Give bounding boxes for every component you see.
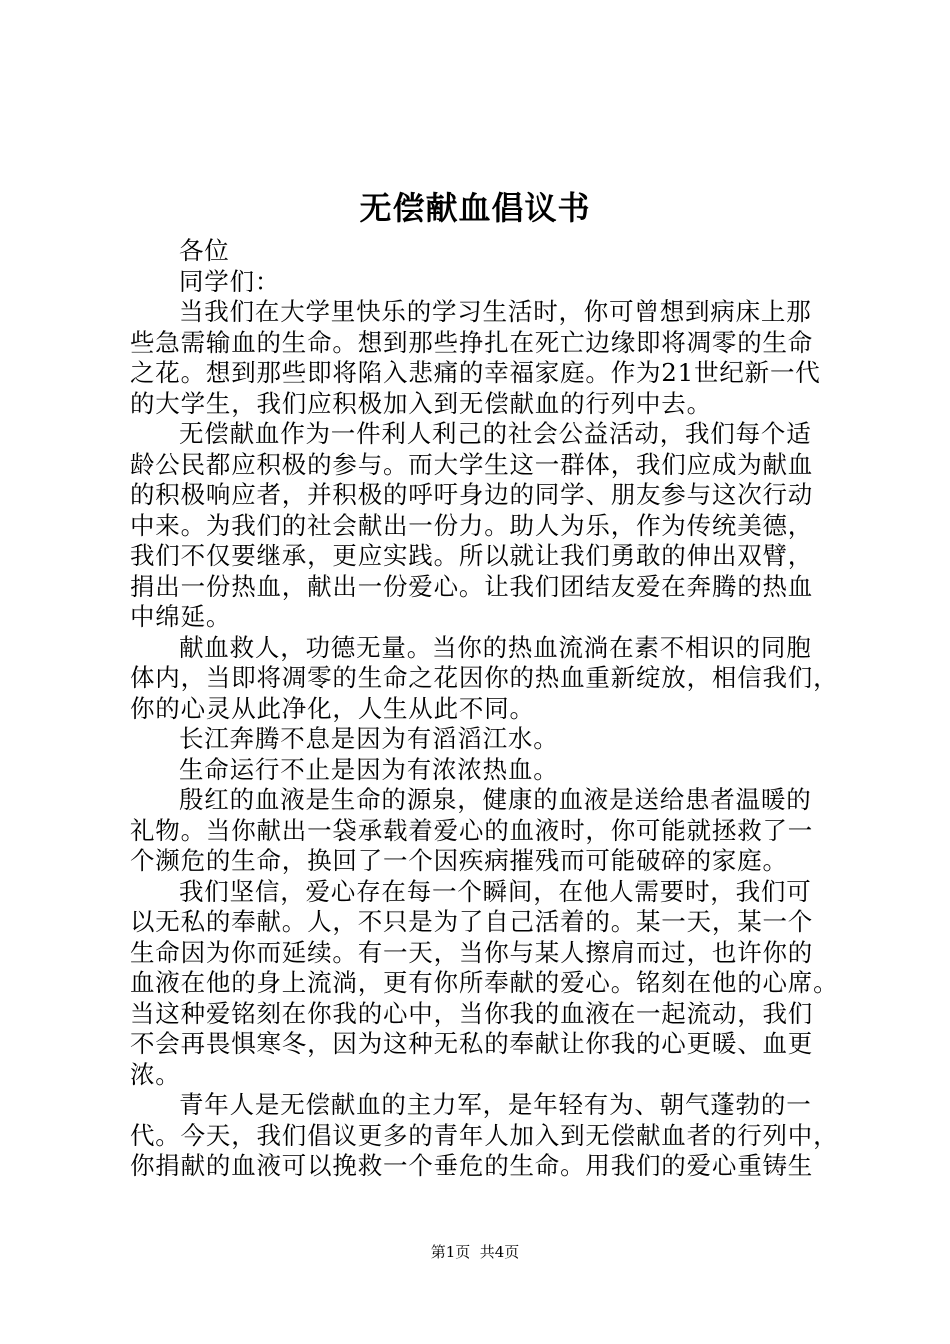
text-line: 无偿献血作为一件利人利己的社会公益活动，我们每个适 (179, 419, 812, 448)
text-line: 当我们在大学里快乐的学习生活时，你可曾想到病床上那 (179, 297, 812, 326)
text-line: 龄公民都应积极的参与。而大学生这一群体，我们应成为献血 (130, 449, 814, 479)
text-line: 礼物。当你献出一袋承载着爱心的血液时，你可能就拯救了一 (130, 815, 814, 845)
page-footer: 第1页 共4页 (430, 1243, 520, 1261)
text-line: 我们不仅要继承，更应实践。所以就让我们勇敢的伸出双臂， (130, 541, 814, 570)
text-line: 当这种爱铭刻在你我的心中，当你我的血液在一起流动，我们 (130, 998, 814, 1028)
document-body (130, 236, 839, 1182)
text-line: 的大学生，我们应积极加入到无偿献血的行列中去。 (130, 388, 712, 418)
text-line: 同学们： (179, 266, 281, 296)
text-line: 我们坚信，爱心存在每一个瞬间，在他人需要时，我们可 (179, 876, 812, 906)
text-line: 你的心灵从此净化，人生从此不同。 (130, 693, 535, 723)
text-line: 殷红的血液是生命的源泉，健康的血液是送给患者温暖的 (179, 785, 812, 814)
text-line: 长江奔腾不息是因为有滔滔江水。 (179, 724, 559, 753)
text-line: 血液在他的身上流淌，更有你所奉献的爱心。铭刻在他的心席。 (130, 968, 839, 997)
text-line: 的积极响应者，并积极的呼吁身边的同学、朋友参与这次行动 (130, 480, 814, 509)
text-line: 个濒危的生命，换回了一个因疾病摧残而可能破碎的家庭。 (130, 846, 788, 875)
text-line: 中绵延。 (130, 602, 232, 631)
text-line: 各位 (179, 236, 230, 265)
document-title: 无偿献血倡议书 (359, 189, 591, 227)
text-line: 捐出一份热血，献出一份爱心。让我们团结友爱在奔腾的热血 (130, 571, 814, 601)
text-line: 献血救人，功德无量。当你的热血流淌在素不相识的同胞 (179, 632, 812, 662)
text-line: 生命运行不止是因为有浓浓热血。 (179, 754, 559, 784)
text-line: 青年人是无偿献血的主力军，是年轻有为、朝气蓬勃的一 (179, 1090, 812, 1119)
text-line: 体内，当即将凋零的生命之花因你的热血重新绽放，相信我们， (130, 663, 839, 692)
text-line: 代。今天，我们倡议更多的青年人加入到无偿献血者的行列中， (130, 1120, 839, 1150)
text-line: 你捐献的血液可以挽救一个垂危的生命。用我们的爱心重铸生 (130, 1151, 814, 1180)
text-line: 之花。想到那些即将陷入悲痛的幸福家庭。作为21世纪新一代 (130, 358, 821, 387)
text-line: 生命因为你而延续。有一天，当你与某人擦肩而过，也许你的 (130, 937, 814, 967)
text-line: 中来。为我们的社会献出一份力。助人为乐，作为传统美德， (130, 510, 814, 540)
text-line: 些急需输血的生命。想到那些挣扎在死亡边缘即将凋零的生命 (130, 327, 814, 357)
text-line: 以无私的奉献。人，不只是为了自己活着的。某一天，某一个 (130, 907, 814, 936)
text-line: 浓。 (130, 1059, 181, 1089)
text-line: 不会再畏惧寒冬，因为这种无私的奉献让你我的心更暖、血更 (130, 1029, 814, 1058)
